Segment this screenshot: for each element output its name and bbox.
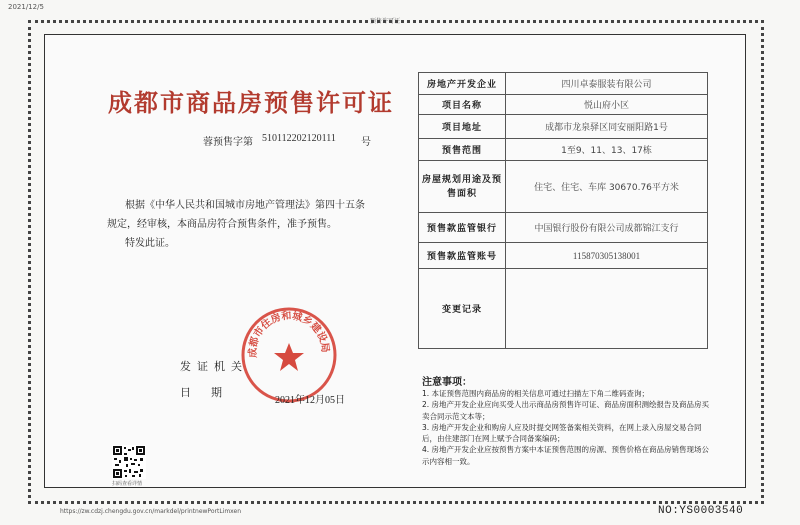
row-label: 项目地址 [419,115,506,139]
table-row [419,269,708,349]
print-date: 2021/12/5 [8,3,44,11]
row-label: 预售款监管账号 [419,243,506,269]
page-url: https://zw.cdzj.chengdu.gov.cn/markdel/printnewPortLimxen [60,508,242,515]
notice-item: 1. 本证预售范围内商品房的相关信息可通过扫描左下角二维码查询； [422,389,650,398]
row-label: 房屋规划用途及预售面积 [419,161,506,213]
row-label: 变更记录 [419,269,506,349]
body-line: 根据《中华人民共和国城市房地产管理法》第四十五条 [125,200,365,211]
certificate-title: 成都市商品房预售许可证 [108,88,394,117]
body-line: 特发此证。 [125,238,175,249]
row-value: 四川卓泰服装有限公司 [506,73,708,95]
table-row [419,115,708,139]
row-value [506,269,708,349]
permit-number-suffix: 号 [361,137,371,148]
serial-number: NO:YS0003540 [658,505,744,517]
table-row [419,95,708,115]
scan-title: 预售许可证 [370,18,401,25]
row-label: 预售范围 [419,139,506,161]
row-label: 房地产开发企业 [419,73,506,95]
row-label: 项目名称 [419,95,506,115]
project-info-table [418,72,708,349]
notice-list [422,388,712,467]
notice-item: 2. 房地产开发企业应向买受人出示商品房预售许可证、商品房面积测绘报告及商品房买卖合同示范文本等； [422,400,710,421]
table-row [419,213,708,243]
permit-number-label: 蓉预售字第 [203,137,253,148]
qr-caption: 扫码查看详情 [112,481,143,487]
row-label: 预售款监管银行 [419,213,506,243]
notice-title: 注意事项： [422,377,472,388]
certificate-body [107,196,385,253]
body-line: 规定，经审核，本商品房符合预售条件，准予预售。 [107,219,337,230]
issue-date: 2021年12月05日 [275,395,345,406]
row-value: 1至9、11、13、17栋 [506,139,708,161]
table-row [419,243,708,269]
row-value: 成都市龙泉驿区同安丽阳路1号 [506,115,708,139]
table-row [419,73,708,95]
issuer-label: 发证机关 [180,360,248,373]
permit-number: 510112202120111 [262,133,336,144]
row-value: 115870305138001 [506,243,708,269]
row-value: 悦山府小区 [506,95,708,115]
row-value: 住宅、住宅、车库 30670.76平方米 [506,161,708,213]
date-label: 日期 [180,386,242,399]
seal-text: 成都市住房和城乡建设局 [247,310,331,358]
notice-item: 3. 房地产开发企业和购房人应及时提交网签备案相关资料，在网上录入房屋交易合同后，由住建部门在网上赋予合同备案编码； [422,422,702,444]
qr-code[interactable] [112,445,146,479]
table-row [419,161,708,213]
official-seal [239,305,339,405]
notice-item: 4. 房地产开发企业应按预售方案中本证预售范围的房源、预售价格在商品房销售现场公示内容相一致。 [422,445,710,466]
row-value: 中国银行股份有限公司成都锦江支行 [506,213,708,243]
table-row [419,139,708,161]
